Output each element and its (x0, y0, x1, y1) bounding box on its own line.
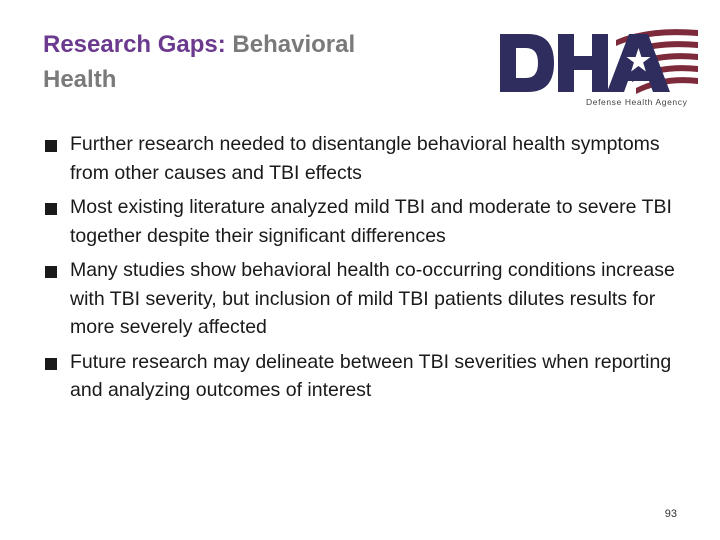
bullet-text: Many studies show behavioral health co-occurring conditions increase with TBI severity, but inclusion of mild TBI patients dilutes results for more severely affected (70, 259, 675, 338)
logo-letter-h (558, 34, 608, 92)
title-rest: Behavioral Health (43, 31, 356, 93)
bullet-item (43, 256, 683, 342)
square-bullet-icon (45, 140, 57, 152)
bullet-item (43, 130, 683, 187)
square-bullet-icon (45, 358, 57, 370)
logo-subtitle: Defense Health Agency (586, 97, 688, 107)
title-accent: Research Gaps: (43, 31, 226, 58)
slide-title (43, 27, 423, 97)
square-bullet-icon (45, 266, 57, 278)
bullet-item (43, 193, 683, 250)
bullet-list (43, 130, 683, 411)
square-bullet-icon (45, 203, 57, 215)
dha-logo (498, 26, 698, 108)
logo-letter-d (500, 34, 554, 92)
bullet-text: Most existing literature analyzed mild TBI and moderate to severe TBI together despite their significant differences (70, 196, 672, 247)
bullet-text: Further research needed to disentangle behavioral health symptoms from other causes and TBI effects (70, 133, 660, 184)
bullet-text: Future research may delineate between TBI severities when reporting and analyzing outcomes of interest (70, 350, 672, 401)
bullet-item (43, 348, 683, 405)
page-number: 93 (664, 508, 677, 520)
